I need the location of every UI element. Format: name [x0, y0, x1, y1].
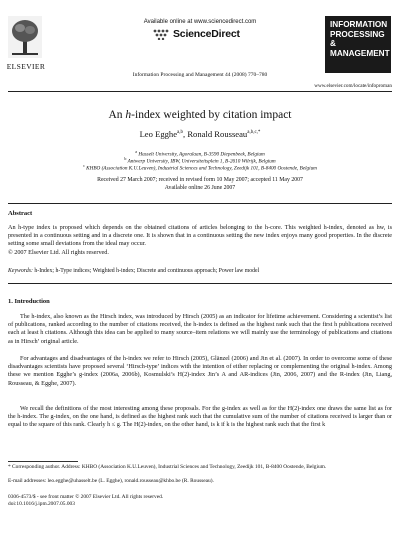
journal-box-line: INFORMATION [330, 20, 388, 29]
journal-box-line: PROCESSING [330, 29, 385, 39]
corresponding-author-footnote: * Corresponding author. Address: KHBO (Association K.U.Leuven), Industrial Sciences and Technology, Zeedijk 101, B-8400 Oostende, Belgium. [8, 464, 327, 470]
sciencedirect-wordmark: ScienceDirect [173, 28, 240, 40]
abstract-bottom-divider [8, 283, 392, 284]
affil-text: KHBO (Association K.U.Leuven), Industrial Sciences and Technology, Zeedijk 101, B-8400 Oostende, Belgium [86, 165, 317, 172]
sciencedirect-dots-icon [152, 28, 170, 40]
author-name: Ronald Rousseau [187, 129, 248, 139]
title-part: h [125, 109, 132, 121]
header-divider [8, 91, 392, 92]
affil-marker: b [124, 156, 127, 161]
issn-line: 0306-4573/$ - see front matter © 2007 Elsevier Ltd. All rights reserved. [8, 494, 164, 500]
abstract-top-divider [8, 203, 392, 204]
journal-url: www.elsevier.com/locate/infoproman [314, 83, 392, 89]
title-part: -index weighted by citation impact [131, 109, 292, 121]
section-heading: 1. Introduction [8, 298, 50, 305]
abstract-text [8, 224, 392, 257]
author-separator: , [183, 129, 188, 139]
footnote-divider [8, 461, 78, 462]
author-list [0, 129, 400, 139]
affiliation [0, 163, 400, 172]
affil-marker: a [135, 149, 138, 154]
journal-citation: Information Processing and Management 44 (2008) 770–780 [132, 72, 268, 78]
abstract-body: An h-type index is proposed which depends on the obtained citations of articles belonging to the h-core. This weighted h-index, denoted as hw, is presented in a continuous setting and in a discrete one. It is shown that in a continuous setting the new index enjoys many good properties. In the discrete setting some small deviations from the ideal may occur. [8, 224, 392, 248]
affil-text: Antwerp University, IBW, Universiteitsplein 1, B-2610 Wilrijk, Belgium [127, 158, 276, 165]
doi-line: doi:10.1016/j.ipm.2007.05.003 [8, 501, 75, 507]
journal-box-line: & [330, 39, 336, 49]
affil-text: Hasselt University, Agoralaan, B-3590 Diepenbeek, Belgium [138, 151, 265, 158]
author-name: Leo Egghe [139, 129, 178, 139]
article-title [0, 109, 400, 121]
author-affil-marker: a,b,c,* [247, 130, 261, 136]
sciencedirect-logo [152, 28, 240, 40]
intro-paragraph: We recall the definitions of the most interesting among these proposals. For the g-index as well as for the H(2)-index one draws the same list as for the h-index. The g-index, on the one hand, is defined as the highest rank such that the cumulative sum of the number of citations received is larger than or equal to the square of this rank. Clearly h ≤ g. The H(2)-index, on the other hand, is k if k is the highest rank such that the first k [8, 405, 392, 429]
abstract-heading: Abstract [8, 210, 33, 217]
keywords-label: Keywords: [8, 268, 33, 274]
publisher-name: ELSEVIER [6, 62, 46, 71]
keywords-line [8, 268, 392, 274]
affil-marker: c [83, 163, 85, 168]
available-date: Available online 26 June 2007 [164, 185, 236, 191]
intro-paragraph: The h-index, also known as the Hirsch index, was introduced by Hirsch (2005) as an indicator for lifetime achievement. Considering a scientist’s list of publications, ranked according to the number of citations received, the h-index is defined as the highest rank such that the first h publications received each at least h citations. Although this idea can be applied to many source–item relations we will mainly use the terminology of publications and citations as in Hirsch’ original article. [8, 313, 392, 345]
abstract-copyright: © 2007 Elsevier Ltd. All rights reserved. [8, 248, 109, 256]
journal-box-line: MANAGEMENT [330, 48, 390, 58]
email-addresses: E-mail addresses: leo.egghe@uhasselt.be (L. Egghe), ronald.rousseau@khbo.be (R. Rousseau). [8, 478, 214, 484]
received-dates: Received 27 March 2007; received in revised form 10 May 2007; accepted 11 May 2007 [97, 177, 303, 183]
author-affil-marker: a,b [177, 130, 184, 136]
journal-title-box [325, 16, 391, 73]
intro-paragraph: For advantages and disadvantages of the h-index we refer to Hirsch (2005), Glänzel (2006) and Jin et al. (2007). In order to overcome some of these disadvantages scientists have proposed several ‘Hirsch-type’ indices with the intention of either replacing or complementing the original h-index. Among these we mention Egghe’s g-index (2006a, 2006b), Kosmulski’s H(2)-index Jin’s A and AR-indices (Jin, 2006, 2007) and the R-index (Jin, Liang, Rousseau, & Egghe, 2007). [8, 355, 392, 387]
available-online-notice: Available online at www.sciencedirect.com [143, 19, 257, 25]
keywords-list: h-Index; h-Type indices; Weighted h-index; Discrete and continuous approach; Power law model [34, 268, 260, 274]
title-part: An [108, 109, 126, 121]
